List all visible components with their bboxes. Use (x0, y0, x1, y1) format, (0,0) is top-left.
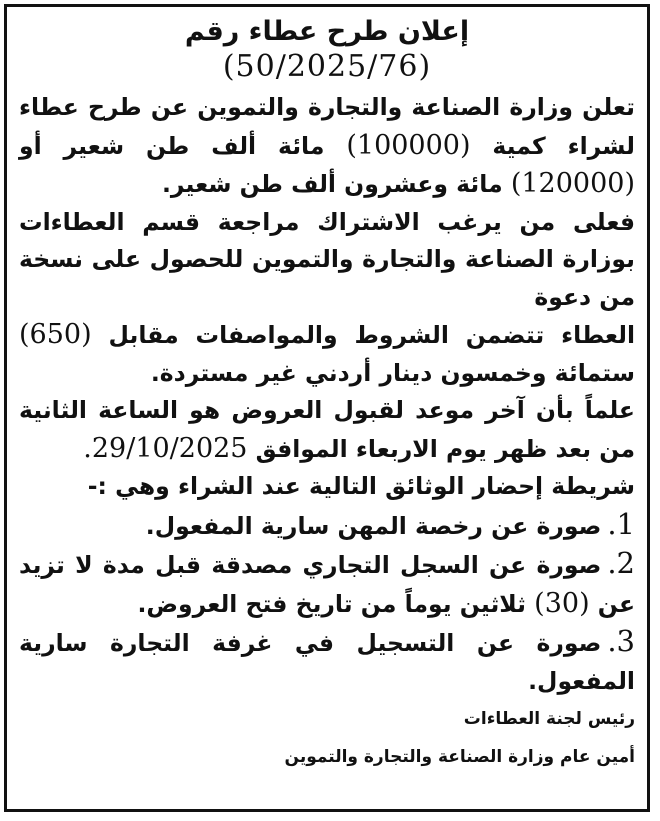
deadline-text: علماً بأن آخر موعد لقبول العروض هو الساعة الثانية من بعد ظهر يوم الاربعاء الموافق (19, 396, 635, 463)
deadline-date: 29/10/2025. (83, 432, 248, 464)
list-index: 3. (607, 624, 635, 658)
fee-text-b: ستمائة وخمسون دينار أردني غير مستردة. (150, 358, 635, 387)
intro-text-c: مائة وعشرون ألف طن شعير. (161, 170, 503, 198)
paragraph-fee (19, 316, 635, 392)
announcement-title: إعلان طرح عطاء رقم (184, 16, 470, 47)
list-item (19, 506, 635, 546)
announcement-body (19, 89, 635, 700)
list-index: 2. (607, 546, 635, 580)
days-count: (30) (534, 587, 590, 619)
tender-announcement (4, 4, 650, 812)
paragraph-intro (19, 89, 635, 204)
signature-name: أمين عام وزارة الصناعة والتجارة والتموين (284, 747, 635, 767)
list-item (19, 545, 635, 623)
paragraph-review: فعلى من يرغب الاشتراك مراجعة قسم العطاءات بوزارة الصناعة والتجارة والتموين للحصول على نسخة من دعوة (19, 207, 635, 311)
documents-list (19, 506, 635, 701)
paragraph-conditions: شريطة إحضار الوثائق التالية عند الشراء وهي :- (87, 472, 635, 500)
quantity-2: (120000) (510, 168, 635, 199)
list-index: 1. (607, 506, 635, 541)
tender-number: (50/2025/76) (222, 49, 432, 84)
list-text: صورة عن السجل التجاري مصدقة قبل مدة لا تزيد عن (19, 551, 635, 618)
signature-title: رئيس لجنة العطاءات (463, 709, 635, 729)
intro-text-b: مائة ألف طن شعير أو (19, 131, 325, 160)
fee-text-a: العطاء تتضمن الشروط والمواصفات مقابل (108, 321, 635, 349)
paragraph-deadline (19, 392, 635, 468)
intro-text: تعلن وزارة الصناعة والتجارة والتموين عن طرح عطاء لشراء كمية (19, 93, 636, 160)
fee-amount: (650) (19, 319, 92, 350)
list-text-b: ثلاثين يوماً من تاريخ فتح العروض. (137, 589, 526, 618)
list-text: صورة عن رخصة المهن سارية المفعول. (145, 511, 602, 540)
list-text: صورة عن التسجيل في غرفة التجارة سارية المفعول. (19, 629, 635, 695)
quantity-1: (100000) (346, 129, 471, 161)
list-item (19, 623, 635, 700)
